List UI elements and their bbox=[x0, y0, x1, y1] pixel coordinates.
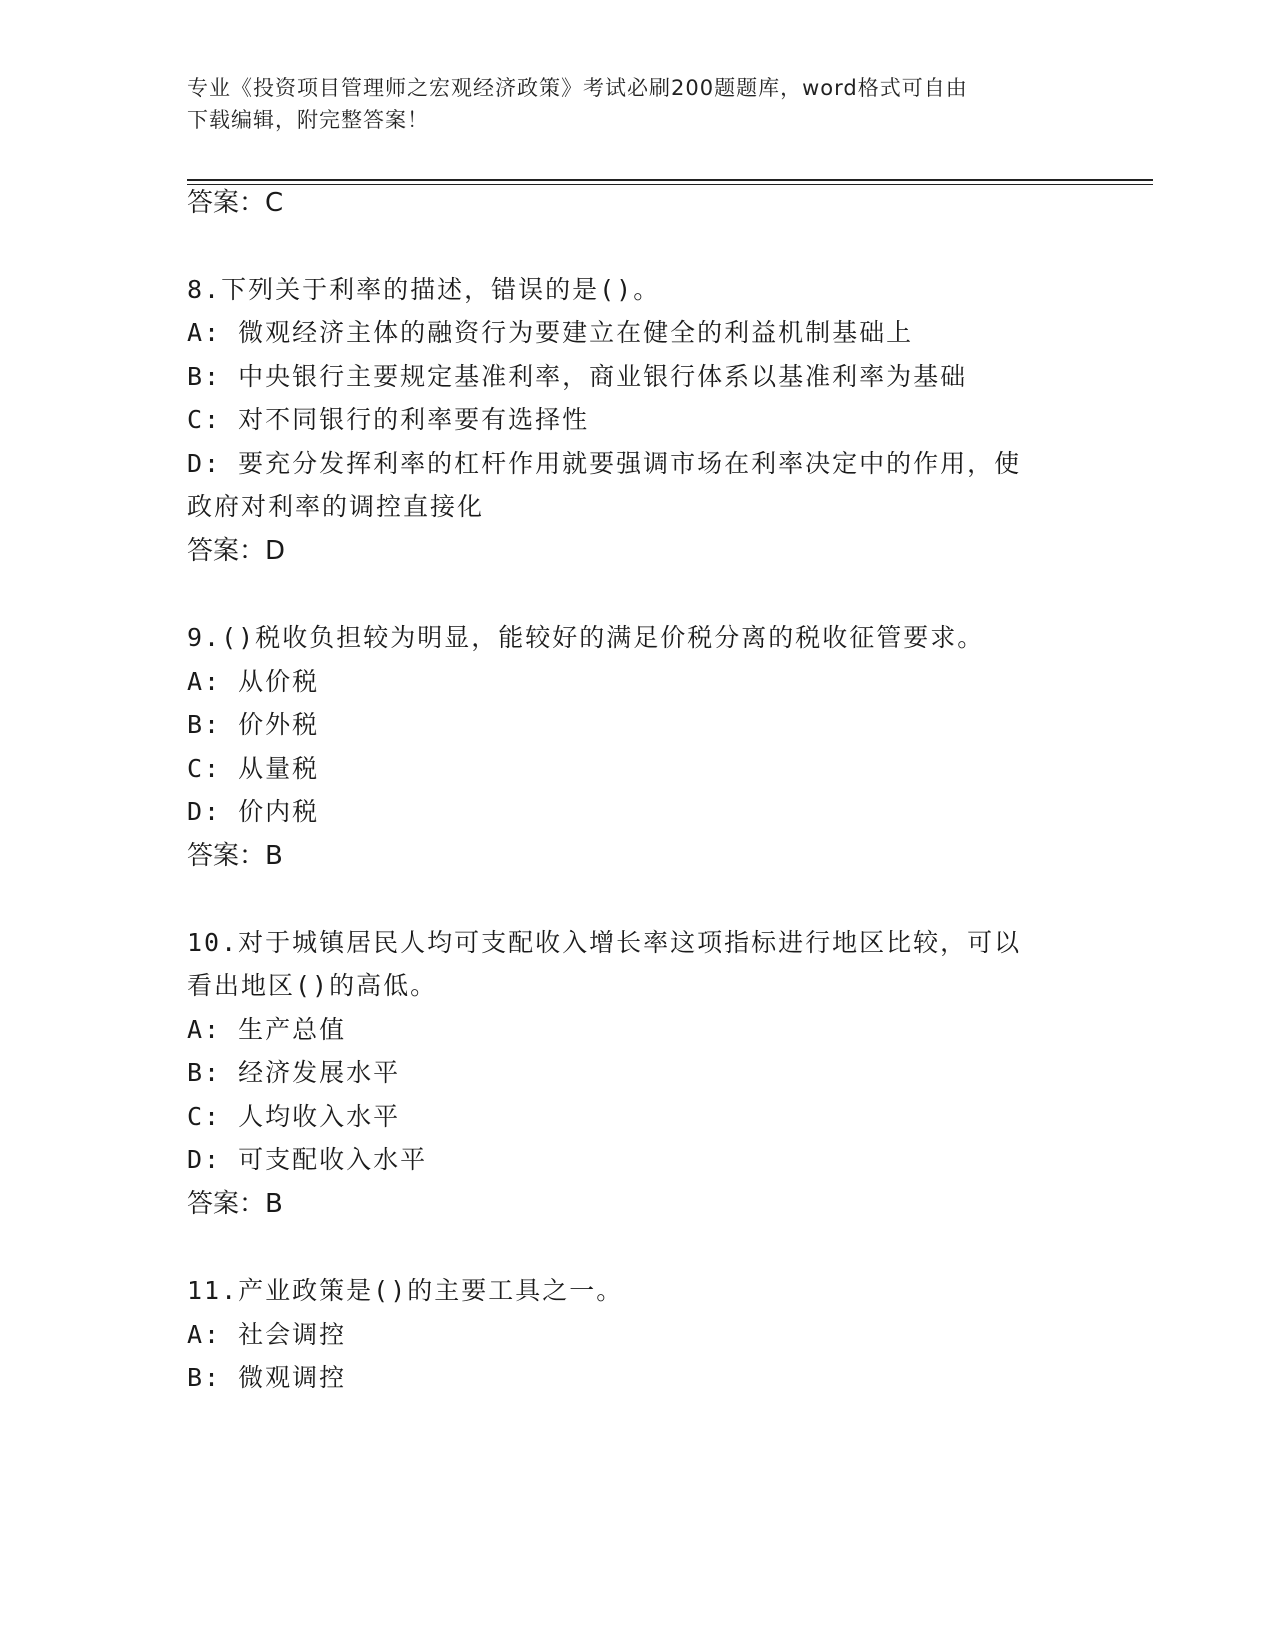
question-8-option-d: D: 要充分发挥利率的杠杆作用就要强调市场在利率决定中的作用，使 bbox=[187, 449, 1022, 478]
question-8-option-a: A: 微观经济主体的融资行为要建立在健全的利益机制基础上 bbox=[187, 318, 914, 347]
question-9-option-b: B: 价外税 bbox=[187, 710, 320, 739]
answer-prev: 答案：C bbox=[187, 188, 284, 218]
question-8-option-b: B: 中央银行主要规定基准利率，商业银行体系以基准利率为基础 bbox=[187, 362, 968, 391]
question-11-option-b: B: 微观调控 bbox=[187, 1363, 347, 1392]
question-9-option-c: C: 从量税 bbox=[187, 754, 320, 783]
question-11-stem: 11.产业政策是()的主要工具之一。 bbox=[187, 1276, 624, 1305]
question-9-option-a: A: 从价税 bbox=[187, 667, 320, 696]
question-11-option-a: A: 社会调控 bbox=[187, 1320, 347, 1349]
header-line-2: 下载编辑，附完整答案！ bbox=[187, 108, 429, 132]
header-divider bbox=[187, 179, 1153, 181]
question-9-option-d: D: 价内税 bbox=[187, 797, 320, 826]
question-10-answer: 答案：B bbox=[187, 1189, 283, 1219]
question-8-option-d-cont: 政府对利率的调控直接化 bbox=[187, 492, 485, 521]
question-10-option-c: C: 人均收入水平 bbox=[187, 1102, 401, 1131]
document-header bbox=[187, 72, 1067, 136]
question-8-stem: 8.下列关于利率的描述，错误的是()。 bbox=[187, 275, 661, 304]
question-10-option-a: A: 生产总值 bbox=[187, 1015, 347, 1044]
question-10-stem: 10.对于城镇居民人均可支配收入增长率这项指标进行地区比较，可以 bbox=[187, 928, 1022, 957]
question-10-option-b: B: 经济发展水平 bbox=[187, 1058, 401, 1087]
question-8-answer: 答案：D bbox=[187, 536, 286, 566]
question-8-option-c: C: 对不同银行的利率要有选择性 bbox=[187, 405, 590, 434]
question-10-stem-cont: 看出地区()的高低。 bbox=[187, 971, 438, 1000]
question-9-stem: 9.()税收负担较为明显，能较好的满足价税分离的税收征管要求。 bbox=[187, 623, 985, 652]
header-line-1: 专业《投资项目管理师之宏观经济政策》考试必刷200题题库，word格式可自由 bbox=[187, 76, 968, 100]
header-divider-thin bbox=[187, 184, 1153, 185]
question-9-answer: 答案：B bbox=[187, 841, 283, 871]
question-10-option-d: D: 可支配收入水平 bbox=[187, 1145, 428, 1174]
